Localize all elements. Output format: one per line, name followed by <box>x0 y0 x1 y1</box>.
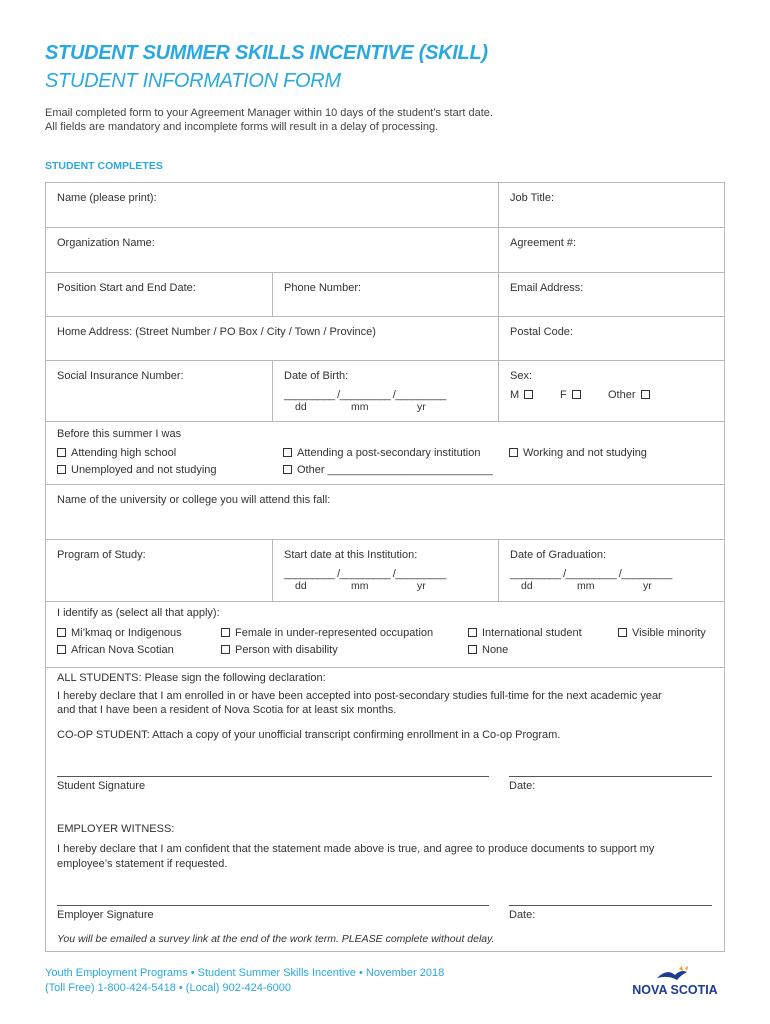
postal-code-field[interactable] <box>498 317 724 360</box>
start-yr: yr <box>417 580 426 592</box>
checkbox-icon[interactable] <box>468 645 477 654</box>
declare-line-2: and that I have been a resident of Nova Scotia for at least six months. <box>57 704 397 716</box>
option-none[interactable] <box>468 644 508 656</box>
start-mm: mm <box>351 580 369 592</box>
employer-signature-label: Employer Signature <box>57 909 154 921</box>
graduation-mm: mm <box>577 580 595 592</box>
job-title-label: Job Title: <box>510 192 555 204</box>
identify-label: I identify as (select all that apply): <box>57 607 220 619</box>
option-label: Attending a post-secondary institution <box>297 447 481 459</box>
sex-label: Sex: <box>510 370 533 382</box>
intro-line-1: Email completed form to your Agreement Manager within 10 days of the student’s start date. <box>45 107 493 119</box>
sex-other-label: Other <box>608 389 636 401</box>
option-disability[interactable] <box>221 644 338 656</box>
coop-label: CO-OP STUDENT: <box>57 729 150 741</box>
dob-field[interactable] <box>272 361 498 421</box>
home-address-label: Home Address: (Street Number / PO Box / City / Town / Province) <box>57 326 376 338</box>
option-african-nova-scotian[interactable] <box>57 644 174 656</box>
option-visible-minority[interactable] <box>618 627 706 639</box>
postal-code-label: Postal Code: <box>510 326 573 338</box>
position-dates-label: Position Start and End Date: <box>57 282 196 294</box>
graduation-field[interactable] <box>498 540 724 601</box>
option-working[interactable] <box>509 447 647 459</box>
dob-date-line: _________ /_________ /_________ <box>284 389 446 401</box>
row-personal <box>46 361 724 422</box>
employer-line-2: employee’s statement if requested. <box>57 858 228 870</box>
university-label: Name of the university or college you will attend this fall: <box>57 494 331 506</box>
option-label: Person with disability <box>235 644 338 656</box>
agreement-field[interactable] <box>498 228 724 272</box>
start-date-field[interactable] <box>272 540 498 601</box>
phone-field[interactable] <box>272 273 498 316</box>
nova-scotia-logo-icon <box>625 966 725 998</box>
logo-bird-wing <box>657 971 687 980</box>
row-identify <box>46 602 724 668</box>
employer-line-1: I hereby declare that I am confident that the statement made above is true, and agree to produce documents to support my <box>57 843 655 855</box>
dob-mm: mm <box>351 401 369 413</box>
option-label: Other ___________________________ <box>297 464 493 476</box>
row-university <box>46 485 724 540</box>
option-label: Visible minority <box>632 627 706 639</box>
logo-text: NOVA SCOTIA <box>632 983 718 997</box>
survey-note: You will be emailed a survey link at the end of the work term. PLEASE complete without delay. <box>57 933 495 945</box>
logo-accent <box>679 966 688 971</box>
all-students-label: ALL STUDENTS: <box>57 672 142 684</box>
student-date-label: Date: <box>509 780 536 792</box>
option-female[interactable] <box>221 627 433 639</box>
option-other[interactable] <box>283 464 493 476</box>
start-date-line: _________ /_________ /_________ <box>284 568 446 580</box>
employer-date-label: Date: <box>509 909 536 921</box>
option-label: Unemployed and not studying <box>71 464 217 476</box>
university-field[interactable] <box>46 485 724 539</box>
option-attending-high-school[interactable] <box>57 447 176 459</box>
declare-line-1: I hereby declare that I am enrolled in or have been accepted into post-secondary studies full-time for the next academic year <box>57 690 662 702</box>
sex-option-other[interactable] <box>608 389 650 401</box>
dob-label: Date of Birth: <box>284 370 349 382</box>
option-mikmaq[interactable] <box>57 627 182 639</box>
option-label: Attending high school <box>71 447 177 459</box>
checkbox-icon[interactable] <box>57 448 66 457</box>
row-name <box>46 183 724 228</box>
checkbox-icon[interactable] <box>57 628 66 637</box>
intro-text <box>45 106 493 134</box>
coop-text: Attach a copy of your unofficial transcript confirming enrollment in a Co-op Program. <box>152 729 561 741</box>
checkbox-icon[interactable] <box>509 448 518 457</box>
checkbox-icon[interactable] <box>221 645 230 654</box>
sex-option-f[interactable] <box>560 389 581 401</box>
sex-f-label: F <box>560 389 567 401</box>
name-field[interactable] <box>46 183 498 227</box>
graduation-dd: dd <box>521 580 533 592</box>
graduation-date-line: _________ /_________ /_________ <box>510 568 672 580</box>
student-signature-label: Student Signature <box>57 780 146 792</box>
checkbox-icon[interactable] <box>57 465 66 474</box>
section-label: STUDENT COMPLETES <box>45 160 163 172</box>
all-students-text: Please sign the following declaration: <box>144 672 326 684</box>
before-summer-label: Before this summer I was <box>57 428 182 440</box>
intro-line-2: All fields are mandatory and incomplete forms will result in a delay of processing. <box>45 121 439 133</box>
option-label: None <box>482 644 509 656</box>
student-signature-line[interactable] <box>57 776 489 777</box>
sin-field[interactable] <box>46 361 272 421</box>
home-address-field[interactable] <box>46 317 498 360</box>
row-before-summer <box>46 422 724 485</box>
program-field[interactable] <box>46 540 272 601</box>
option-label: African Nova Scotian <box>71 644 174 656</box>
sex-field <box>498 361 724 421</box>
email-label: Email Address: <box>510 282 584 294</box>
nova-scotia-logo <box>625 966 725 998</box>
graduation-yr: yr <box>643 580 652 592</box>
start-dd: dd <box>295 580 307 592</box>
checkbox-icon[interactable] <box>221 628 230 637</box>
email-field[interactable] <box>498 273 724 316</box>
employer-witness-label: EMPLOYER WITNESS: <box>57 823 175 835</box>
checkbox-icon[interactable] <box>572 390 581 399</box>
student-form <box>45 182 725 952</box>
option-international[interactable] <box>468 627 582 639</box>
student-date-line[interactable] <box>509 776 712 777</box>
footer-line-1: Youth Employment Programs • Student Summer Skills Incentive • November 2018 <box>45 967 445 979</box>
position-dates-field[interactable] <box>46 273 272 316</box>
employer-signature-line[interactable] <box>57 905 489 906</box>
option-label: Mi’kmaq or Indigenous <box>71 627 182 639</box>
form-title: STUDENT SUMMER SKILLS INCENTIVE (SKILL) <box>45 42 488 64</box>
organization-label: Organization Name: <box>57 237 155 249</box>
checkbox-icon[interactable] <box>57 645 66 654</box>
name-label: Name (please print): <box>57 192 157 204</box>
row-program <box>46 540 724 602</box>
row-address <box>46 317 724 361</box>
footer <box>45 966 444 996</box>
checkbox-icon[interactable] <box>524 390 533 399</box>
checkbox-icon[interactable] <box>283 465 292 474</box>
organization-field[interactable] <box>46 228 498 272</box>
sex-m-label: M <box>510 389 520 401</box>
phone-label: Phone Number: <box>284 282 362 294</box>
sex-option-m[interactable] <box>510 389 533 401</box>
job-title-field[interactable] <box>498 183 724 227</box>
option-label: International student <box>482 627 582 639</box>
dob-yr: yr <box>417 401 426 413</box>
footer-line-2: (Toll Free) 1-800-424-5418 • (Local) 902-424-6000 <box>45 982 291 994</box>
option-unemployed[interactable] <box>57 464 217 476</box>
checkbox-icon[interactable] <box>468 628 477 637</box>
sin-label: Social Insurance Number: <box>57 370 184 382</box>
option-label: Female in under-represented occupation <box>235 627 434 639</box>
checkbox-icon[interactable] <box>283 448 292 457</box>
checkbox-icon[interactable] <box>618 628 627 637</box>
agreement-label: Agreement #: <box>510 237 577 249</box>
form-subtitle: STUDENT INFORMATION FORM <box>45 70 341 92</box>
employer-date-line[interactable] <box>509 905 712 906</box>
program-label: Program of Study: <box>57 549 146 561</box>
dob-dd: dd <box>295 401 307 413</box>
start-date-label: Start date at this Institution: <box>284 549 418 561</box>
all-students-line <box>57 672 326 684</box>
graduation-label: Date of Graduation: <box>510 549 607 561</box>
row-position <box>46 273 724 317</box>
coop-line <box>57 729 560 741</box>
option-label: Working and not studying <box>523 447 647 459</box>
row-organization <box>46 228 724 273</box>
checkbox-icon[interactable] <box>641 390 650 399</box>
option-attending-post-secondary[interactable] <box>283 447 480 459</box>
